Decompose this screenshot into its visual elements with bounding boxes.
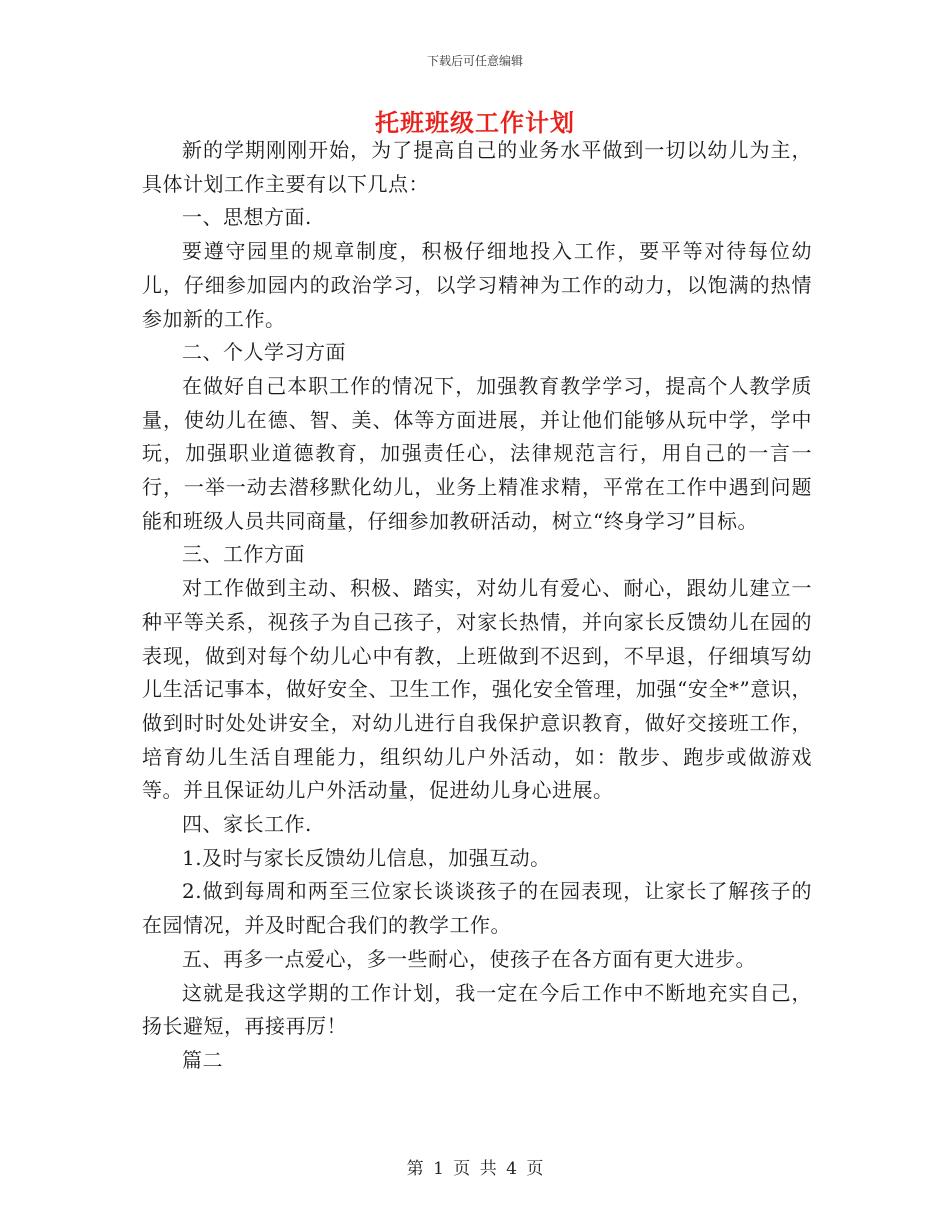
header-note: 下载后可任意编辑 — [426, 54, 523, 68]
document-title: 托班班级工作计划 — [375, 108, 575, 137]
intro-paragraph: 新的学期刚刚开始，为了提高自己的业务水平做到一切以幼儿为主，具体计划工作主要有以下几点： — [142, 138, 812, 196]
section-heading-care: 五、再多一点爱心，多一些耐心，使孩子在各方面有更大进步。 — [182, 946, 756, 971]
section-heading-work: 三、工作方面 — [182, 542, 305, 567]
section-heading-parents: 四、家长工作. — [182, 812, 312, 837]
work-paragraph: 对工作做到主动、积极、踏实，对幼儿有爱心、耐心，跟幼儿建立一种平等关系，视孩子为自己孩子，对家长热情，并向家长反馈幼儿在园的表现，做到对每个幼儿心中有教，上班做到不迟到，不早退，仔细填写幼儿生活记事本，做好安全、卫生工作，强化安全管理，加强“安全*”意识，做到时时处处讲安全，对幼儿进行自我保护意识教育，做好交接班工作，培育幼儿生活自理能力，组织幼儿户外活动，如：散步、跑步或做游戏等。并且保证幼儿户外活动量，促进幼儿身心进展。 — [142, 576, 812, 803]
thought-paragraph: 要遵守园里的规章制度，积极仔细地投入工作，要平等对待每位幼儿，仔细参加园内的政治学习，以学习精神为工作的动力，以饱满的热情参加新的工作。 — [142, 239, 812, 331]
document-body — [142, 134, 812, 1078]
section-heading-thought: 一、思想方面. — [182, 205, 312, 230]
parents-item-2: 2.做到每周和两至三位家长谈谈孩子的在园表现，让家长了解孩子的在园情况，并及时配合我们的教学工作。 — [142, 879, 812, 938]
closing-paragraph: 这就是我这学期的工作计划，我一定在今后工作中不断地充实自己，扬长避短，再接再厉！ — [142, 980, 812, 1039]
parents-item-1: 1.及时与家长反馈幼儿信息，加强互动。 — [182, 845, 551, 870]
study-paragraph: 在做好自己本职工作的情况下，加强教育教学学习，提高个人教学质量，使幼儿在德、智、美、体等方面进展，并让他们能够从玩中学，学中玩，加强职业道德教育，加强责任心，法律规范言行，用自己的一言一行，一举一动去潜移默化幼儿，业务上精准求精，平常在工作中遇到问题能和班级人员共同商量，仔细参加教研活动，树立“终身学习”目标。 — [142, 373, 812, 533]
section-heading-study: 二、个人学习方面 — [182, 340, 346, 365]
part-two-label: 篇二 — [182, 1047, 223, 1072]
page-footer: 第 1 页 共 4 页 — [406, 1159, 544, 1179]
